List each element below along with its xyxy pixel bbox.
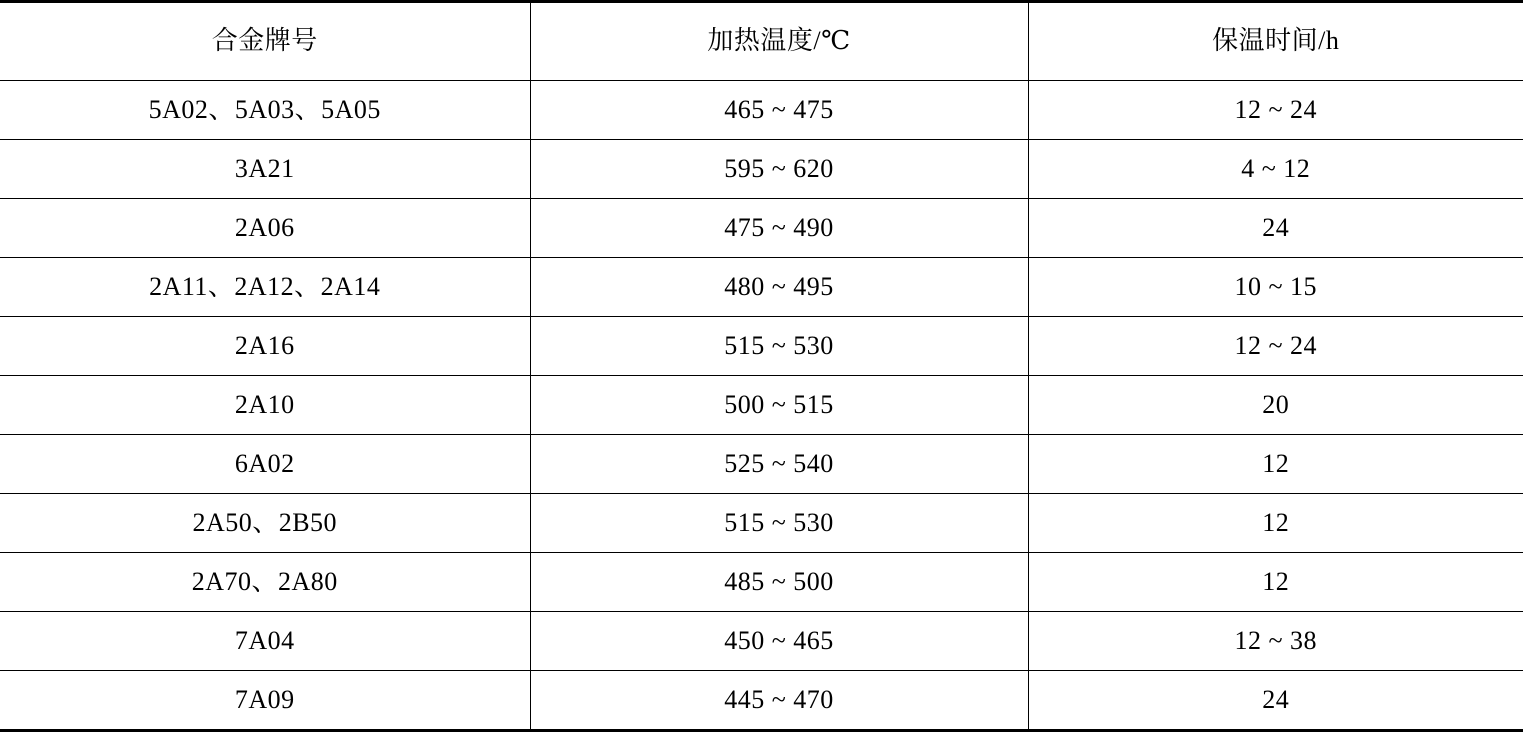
cell-heating-temperature (530, 317, 1028, 376)
cell-heating-temperature-value: 475 ~ 490 (724, 212, 834, 242)
table-row (0, 553, 1523, 612)
cell-holding-time-value: 20 (1262, 389, 1290, 419)
cell-alloy-grade (0, 435, 530, 494)
cell-heating-temperature (530, 553, 1028, 612)
cell-holding-time-value: 12 (1262, 507, 1290, 537)
cell-holding-time-value: 12 ~ 24 (1234, 94, 1318, 124)
cell-holding-time (1028, 435, 1523, 494)
table-row (0, 258, 1523, 317)
table-row (0, 199, 1523, 258)
column-header-holding-time-label: 保温时间/h (1212, 26, 1340, 56)
cell-heating-temperature (530, 376, 1028, 435)
table-row (0, 435, 1523, 494)
cell-alloy-grade (0, 671, 530, 731)
cell-holding-time-value: 10 ~ 15 (1234, 271, 1318, 301)
cell-alloy-grade (0, 258, 530, 317)
cell-holding-time (1028, 317, 1523, 376)
table-row (0, 612, 1523, 671)
cell-holding-time (1028, 553, 1523, 612)
cell-holding-time (1028, 258, 1523, 317)
cell-alloy-grade (0, 81, 530, 140)
cell-alloy-grade-value: 2A50、2B50 (192, 507, 338, 537)
cell-holding-time-value: 12 (1262, 448, 1290, 478)
cell-holding-time (1028, 494, 1523, 553)
table-row (0, 494, 1523, 553)
cell-heating-temperature (530, 435, 1028, 494)
cell-heating-temperature (530, 612, 1028, 671)
cell-heating-temperature-value: 515 ~ 530 (724, 507, 834, 537)
table-row (0, 317, 1523, 376)
cell-heating-temperature-value: 465 ~ 475 (724, 94, 834, 124)
column-header-heating-temperature-label: 加热温度/℃ (707, 26, 851, 56)
cell-heating-temperature-value: 445 ~ 470 (724, 684, 834, 714)
cell-holding-time-value: 12 ~ 38 (1234, 625, 1318, 655)
cell-holding-time (1028, 376, 1523, 435)
cell-alloy-grade-value: 2A70、2A80 (191, 566, 338, 596)
table-body (0, 81, 1523, 731)
table-row (0, 671, 1523, 731)
cell-heating-temperature-value: 515 ~ 530 (724, 330, 834, 360)
cell-alloy-grade-value: 3A21 (234, 153, 295, 183)
table-header-row (0, 2, 1523, 81)
cell-heating-temperature (530, 494, 1028, 553)
cell-alloy-grade-value: 2A11、2A12、2A14 (149, 271, 381, 301)
cell-heating-temperature (530, 671, 1028, 731)
cell-heating-temperature-value: 525 ~ 540 (724, 448, 834, 478)
cell-holding-time (1028, 199, 1523, 258)
cell-alloy-grade (0, 494, 530, 553)
cell-heating-temperature-value: 480 ~ 495 (724, 271, 834, 301)
column-header-alloy-grade (0, 2, 530, 81)
cell-heating-temperature (530, 258, 1028, 317)
cell-heating-temperature (530, 140, 1028, 199)
cell-heating-temperature-value: 595 ~ 620 (724, 153, 834, 183)
cell-holding-time (1028, 671, 1523, 731)
cell-heating-temperature-value: 500 ~ 515 (724, 389, 834, 419)
cell-alloy-grade (0, 376, 530, 435)
cell-heating-temperature-value: 450 ~ 465 (724, 625, 834, 655)
cell-alloy-grade-value: 5A02、5A03、5A05 (148, 94, 381, 124)
cell-alloy-grade-value: 2A16 (234, 330, 295, 360)
cell-alloy-grade-value: 7A04 (234, 625, 295, 655)
cell-holding-time-value: 24 (1262, 684, 1290, 714)
cell-alloy-grade (0, 317, 530, 376)
column-header-heating-temperature (530, 2, 1028, 81)
cell-holding-time-value: 12 ~ 24 (1234, 330, 1318, 360)
cell-holding-time (1028, 612, 1523, 671)
table-row (0, 140, 1523, 199)
cell-alloy-grade-value: 2A10 (234, 389, 295, 419)
cell-holding-time (1028, 140, 1523, 199)
cell-heating-temperature (530, 81, 1028, 140)
cell-alloy-grade (0, 199, 530, 258)
cell-alloy-grade (0, 612, 530, 671)
cell-alloy-grade-value: 6A02 (234, 448, 295, 478)
cell-alloy-grade-value: 2A06 (234, 212, 295, 242)
cell-heating-temperature (530, 199, 1028, 258)
cell-holding-time-value: 12 (1262, 566, 1290, 596)
cell-alloy-grade (0, 553, 530, 612)
cell-heating-temperature-value: 485 ~ 500 (724, 566, 834, 596)
column-header-holding-time (1028, 2, 1523, 81)
cell-holding-time-value: 4 ~ 12 (1241, 153, 1311, 183)
table-row (0, 81, 1523, 140)
table-row (0, 376, 1523, 435)
cell-holding-time-value: 24 (1262, 212, 1290, 242)
cell-alloy-grade (0, 140, 530, 199)
column-header-alloy-grade-label: 合金牌号 (211, 26, 318, 56)
cell-alloy-grade-value: 7A09 (234, 684, 295, 714)
cell-holding-time (1028, 81, 1523, 140)
